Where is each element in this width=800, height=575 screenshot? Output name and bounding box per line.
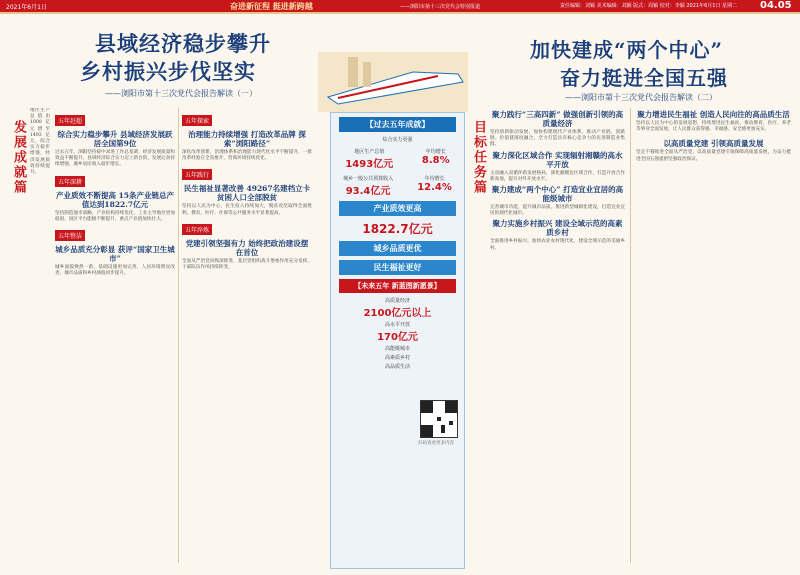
section-head-1: 综合实力稳步攀升 县域经济发展跃居全国第9位	[57, 130, 173, 148]
stat-row-2	[331, 173, 464, 197]
right-column-2	[636, 108, 791, 563]
section-tag-2: 五年深耕	[55, 176, 85, 187]
left-divider-1	[178, 108, 179, 563]
section-body-1: 过去五年，浏阳坚持稳中求进工作总基调，经济发展质量和效益不断提升，县域经济综合实力迈上新台阶，发展后劲持续增强，城乡居民收入稳步增长。	[55, 150, 175, 168]
right-section-head-5: 聚力增进民生福祉 创造人民向往的高品质生活	[637, 110, 790, 119]
section-tag-1: 五年赶超	[55, 115, 85, 126]
qr-code	[420, 400, 458, 438]
right-vertical-band: 目标任务篇	[471, 120, 486, 195]
section-head-3: 城乡品质充分彰显 获评“国家卫生城市”	[55, 245, 175, 264]
infographic-panel	[330, 112, 465, 569]
left-title-line1: 县域经济稳步攀升	[95, 31, 271, 56]
section-head-4: 治理能力持续增强 打造改革品牌 探索“浏阳路径”	[188, 130, 306, 148]
section-tag-4: 五年探索	[182, 115, 212, 126]
train-illustration	[318, 52, 468, 112]
stat-label-gdp: 地区生产总值	[354, 149, 385, 155]
info-industry-value: 1822.7亿元	[362, 222, 433, 236]
section-body-4: 深化改革创新，治理体系和治理能力现代化水平不断提升，一批改革经验在全省推介，营商环境持续优化。	[182, 150, 312, 162]
info-sub-life: 高品质生活	[384, 364, 410, 370]
right-section-body-6: 坚定不移推进全面从严治党，以高质量党建引领保障高质量发展，为奋力挺进全国五强提供坚强政治保证。	[636, 150, 791, 162]
right-section-body-5: 坚持以人民为中心的发展思想，持续增进民生福祉，推动教育、医疗、养老等事业全面发展，让人民群众获得感、幸福感、安全感更加充实。	[636, 121, 791, 133]
right-section-head-3: 聚力建成“两个中心” 打造宜业宜居的高能级城市	[491, 185, 624, 204]
info-economy-value: 2100亿元以上	[363, 308, 432, 319]
right-section-body-4: 全面推进乡村振兴，加快农业农村现代化，建设全域示范的美丽乡村。	[490, 239, 625, 251]
right-column-1	[490, 108, 625, 563]
info-open-value: 170亿元	[377, 332, 418, 343]
qr-code-pattern	[421, 401, 457, 437]
section-head-6: 党建引领坚强有力 始终把政治建设摆在首位	[185, 238, 309, 257]
stat-value-gdp: 1493亿元	[345, 159, 394, 170]
info-band-livelihood: 民生福祉更好	[339, 260, 456, 275]
right-title-line2: 奋力挺进全国五强	[560, 66, 728, 90]
left-column-1	[30, 108, 50, 558]
left-vertical-band: 发展成就篇	[11, 120, 26, 195]
section-head-5: 民生福祉显著改善 49267名建档立卡贫困人口全部脱贫	[183, 184, 311, 203]
right-title-line1: 加快建成“两个中心”	[530, 38, 724, 62]
right-subtitle: ——浏阳市第十三次党代会报告解读（二）	[565, 93, 717, 102]
info-sub-city: 高能级城市	[384, 346, 410, 352]
stat-label-growth: 年均增长	[425, 149, 446, 155]
right-section-body-3: 完善城市功能，提升城市品质，推进新型城镇化建设，打造宜业宜居的现代化城市。	[490, 205, 625, 217]
header-slogan: 奋进新征程 挺进新跨越	[230, 2, 313, 11]
section-tag-6: 五年淬炼	[182, 224, 212, 235]
section-tag-5: 五年践行	[182, 169, 212, 180]
right-section-head-6: 以高质量党建 引领高质量发展	[663, 139, 764, 149]
stat-value-growth: 8.8%	[421, 155, 450, 166]
section-body-2: 坚持制造强市战略，产业结构持续优化，工业主导地位更加稳固，园区平台能级不断提升，重点产业链加快壮大。	[55, 210, 175, 222]
left-title-line2: 乡村振兴步伐坚实	[80, 59, 256, 84]
page-number: 04.05	[760, 0, 792, 11]
section-body-6: 全面从严治党向纵深推进，基层党组织战斗堡垒作用充分发挥，干部队伍作风持续转变。	[182, 258, 312, 271]
stat-label-revenue-growth: 年均增长	[424, 176, 445, 182]
section-body-5: 坚持以人民为中心，民生投入持续加大，脱贫攻坚取得全面胜利，教育、医疗、社保等公共服务水平显著提高。	[182, 204, 312, 216]
info-sub-open: 高水平开放	[384, 322, 410, 328]
right-section-head-4: 聚力实施乡村振兴 建设全域示范的高素质乡村	[492, 219, 623, 238]
right-divider-1	[630, 108, 631, 563]
qr-caption: 扫码查看更多内容	[418, 441, 454, 446]
right-section-head-1: 聚力践行“三高四新” 做强创新引领的高质量经济	[491, 110, 624, 128]
info-band-future: 【未来五年 新蓝图新愿景】	[339, 279, 456, 293]
header-date: 2021年6月1日	[6, 4, 47, 11]
left-column-2	[55, 108, 175, 563]
info-band-industry: 产业质效更高	[339, 201, 456, 216]
stat-value-revenue-growth: 12.4%	[417, 182, 452, 193]
info-band-urban: 城乡品质更优	[339, 241, 456, 256]
section-body-3: 城乡面貌焕然一新，基础设施更加完善，人居环境明显改善，城市品质和乡村颜值同步提升。	[55, 265, 175, 277]
info-sub-strength: 综合实力更强	[382, 137, 413, 143]
stat-value-revenue: 93.4亿元	[345, 186, 391, 197]
header-credits: 责任编辑：刘颖 美术编辑：刘颖 版式：周颖 校对：李颖 2021年6月1日 星期二	[560, 3, 738, 9]
section-tag-3: 五年整洁	[55, 230, 85, 241]
right-section-body-1: 坚持创新驱动发展，加快构建现代产业体系，推动产业链、创新链、价值链深度融合，全力打造具有核心竞争力的先进制造业集群。	[490, 130, 625, 148]
info-sub-village: 高素质乡村	[384, 355, 410, 361]
right-section-body-2: 主动融入双循环新发展格局，深化湘赣边区域合作，打造开放合作新高地，提升对外开放水平。	[490, 170, 625, 182]
header-sub: ——浏阳市第十三次党代会特别报道	[400, 4, 481, 10]
stat-row-1	[331, 146, 464, 170]
info-sub-economy: 高质量经济	[384, 298, 410, 304]
stat-label-revenue: 城乡一般公共预算收入	[343, 176, 394, 182]
right-section-head-2: 聚力深化区域合作 实现辐射湘赣的高水平开放	[492, 150, 623, 169]
section-head-2: 产业质效不断提高 15条产业链总产值达到1822.7亿元	[55, 190, 175, 209]
left-column-3	[182, 108, 312, 563]
header-rule	[0, 12, 800, 14]
page-header-bar	[0, 0, 800, 12]
left-subtitle: ——浏阳市第十三次党代会报告解读（一）	[105, 89, 257, 98]
left-column-1-text: 地区生产总值由1000亿元增至1493亿元，综合实力稳步增强，经济发展质效持续提升。	[30, 108, 50, 176]
info-band-past: 【过去五年成就】	[339, 117, 456, 132]
